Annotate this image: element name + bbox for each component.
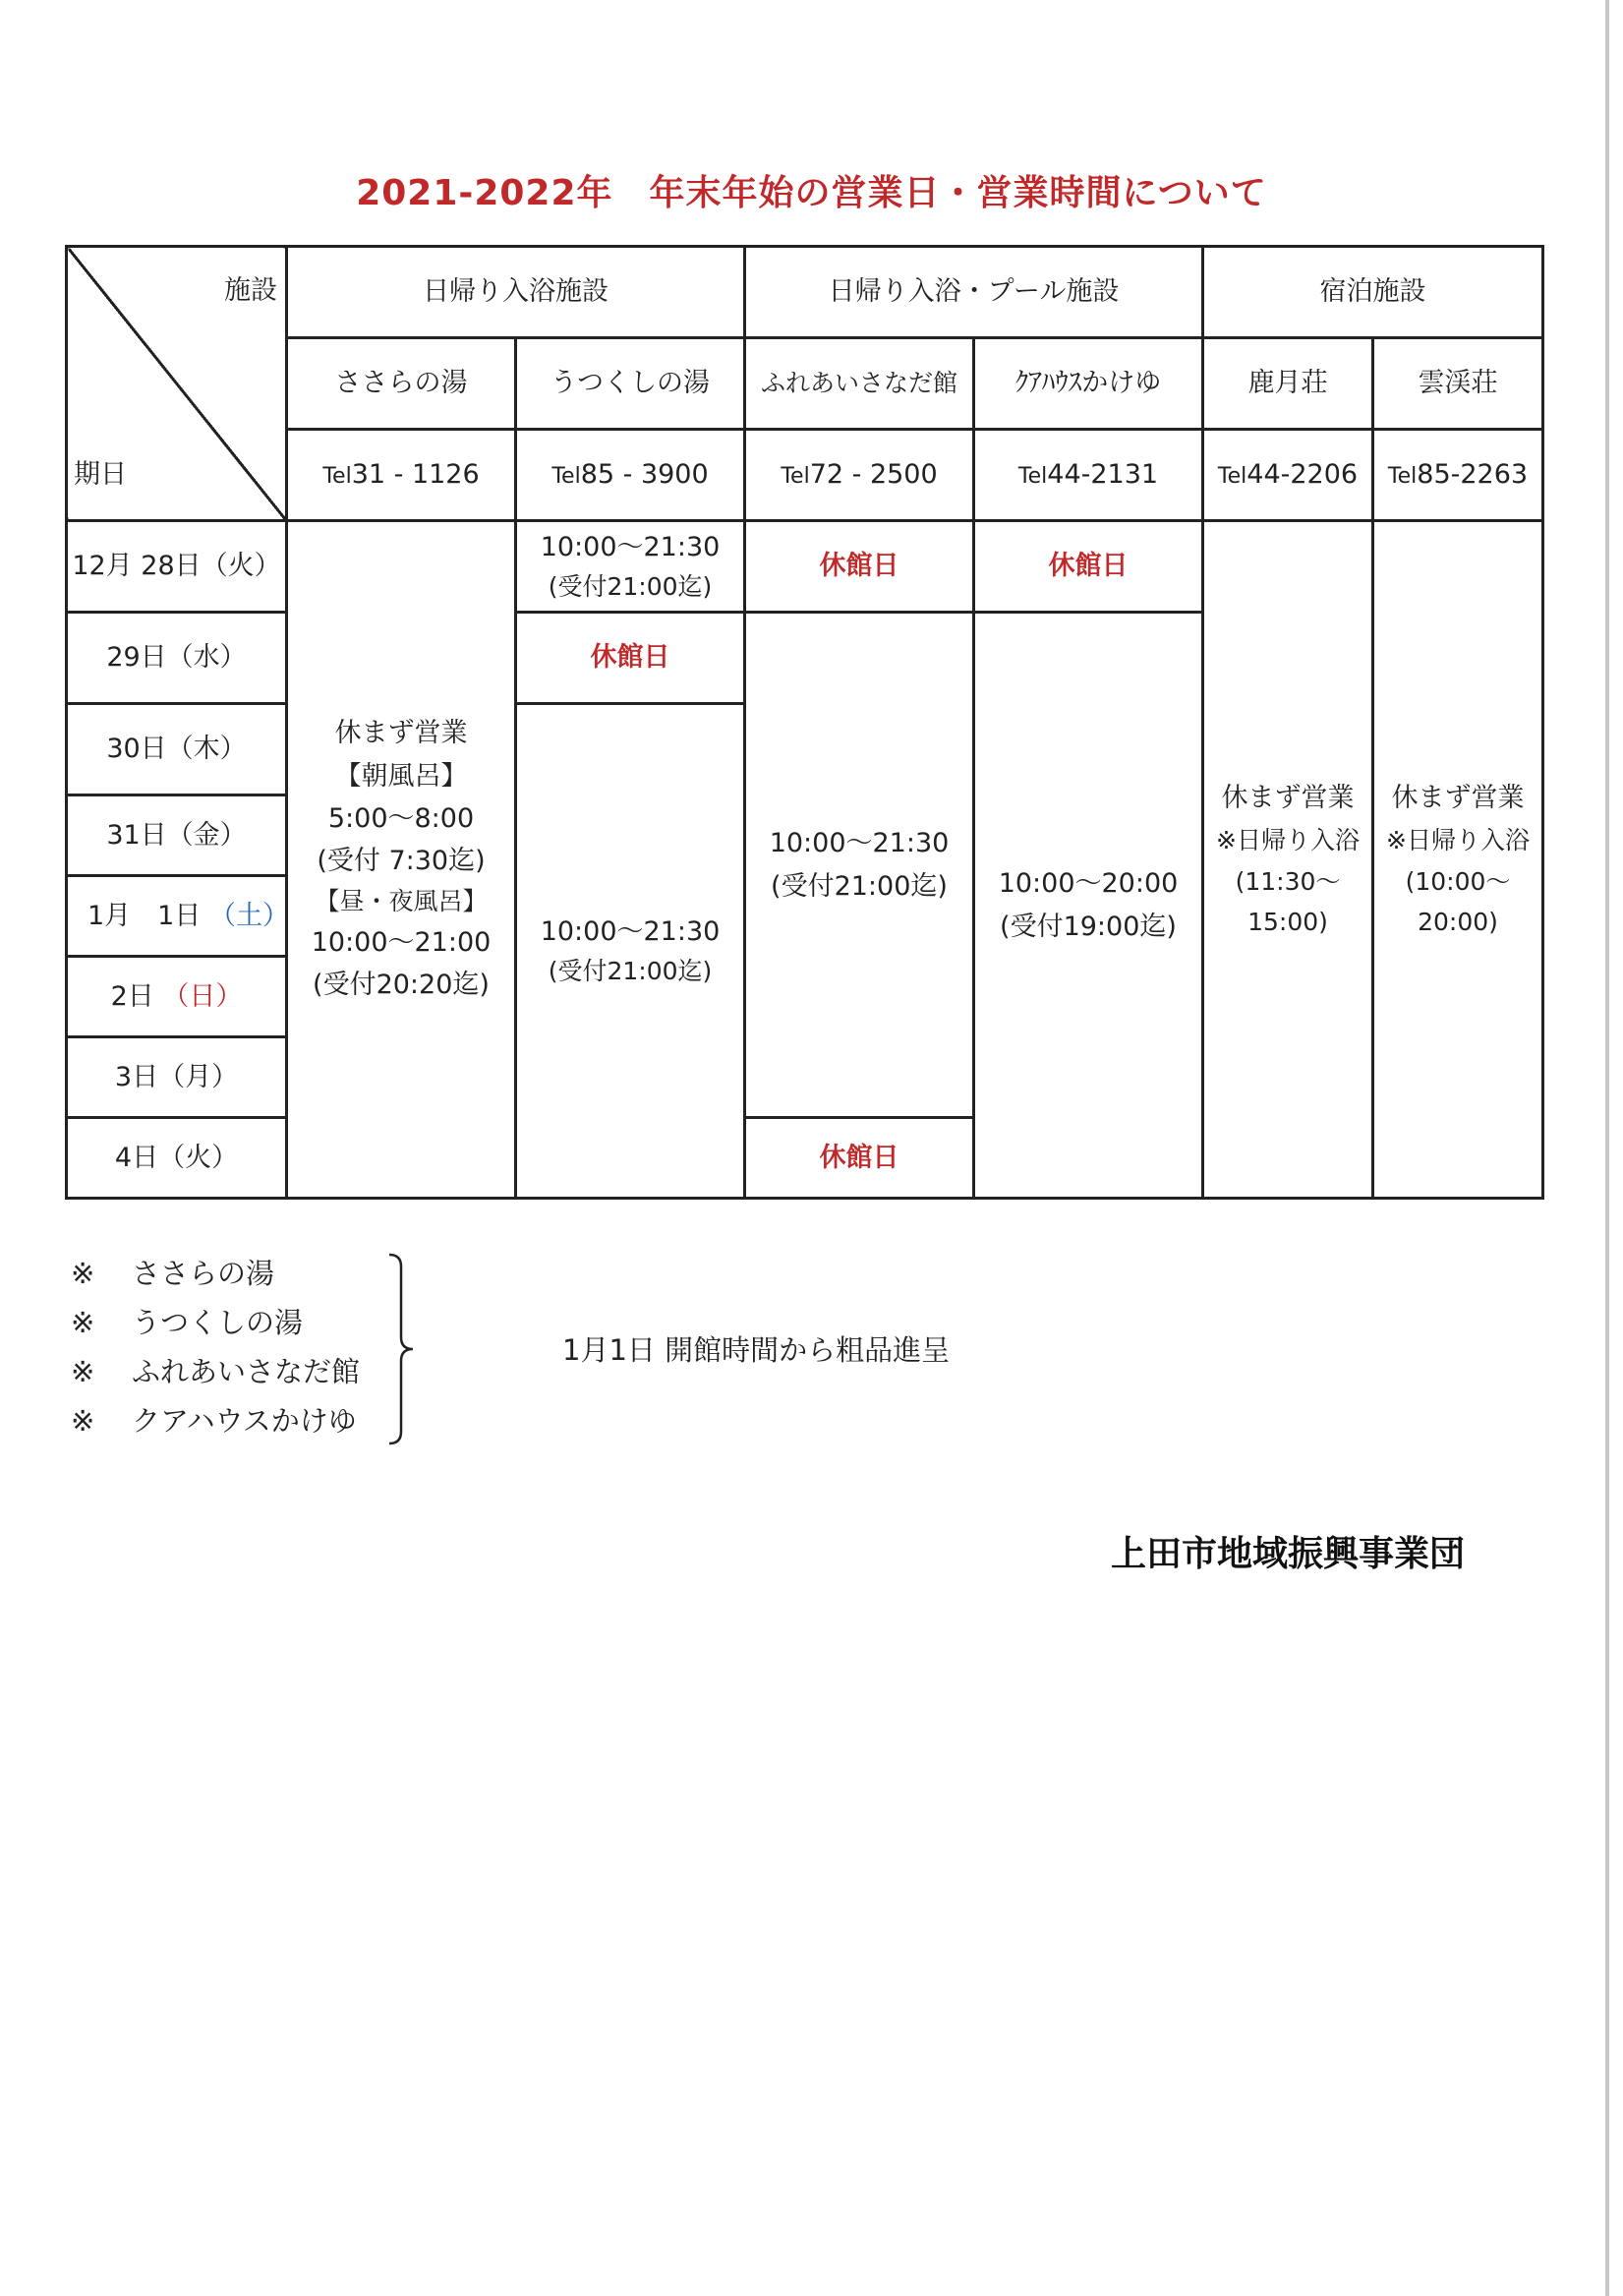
tel-unkei — [1373, 430, 1543, 521]
sasara-morning-hours: 5:00〜8:00 — [327, 802, 475, 834]
hours-text: 10:00〜20:00 — [998, 868, 1179, 900]
scan-edge-line — [1605, 0, 1609, 2296]
sasara-day-label: 【昼・夜風呂】 — [315, 887, 488, 916]
fureai-4-cell — [745, 1118, 974, 1199]
kurhaus-rest-cell — [974, 613, 1203, 1199]
date-text: 1月 1日 — [87, 900, 202, 931]
sasara-day-hours: 10:00〜21:00 — [311, 927, 492, 959]
group-day-bath: 日帰り入浴施設 — [287, 247, 745, 338]
facility-name-kurhaus: ｸｱﾊｳｽかけゆ — [974, 338, 1203, 430]
note-mark: ※ — [71, 1306, 95, 1339]
reception-text: (受付21:00迄) — [548, 956, 713, 985]
rokugetsu-hours-end: 15:00) — [1247, 907, 1328, 936]
list-item — [71, 1249, 360, 1298]
facility-notes-list — [71, 1249, 360, 1445]
date-cell: 29日（水） — [67, 613, 287, 704]
unkei-status: 休まず営業 — [1391, 782, 1525, 813]
date-cell — [67, 957, 287, 1037]
tel-prefix: Tel — [322, 464, 352, 490]
tel-rokugetsu — [1203, 430, 1373, 521]
hours-text: 10:00〜21:30 — [540, 916, 721, 947]
tel-number: 44-2206 — [1246, 459, 1359, 491]
sasara-status: 休まず営業 — [334, 718, 468, 749]
kurhaus-28-cell — [974, 521, 1203, 613]
table-row — [67, 521, 1543, 613]
tel-prefix: Tel — [1217, 464, 1247, 490]
rokugetsu-hours-start: (11:30〜 — [1235, 866, 1341, 896]
date-cell: 31日（金） — [67, 795, 287, 876]
note-facility: クアハウスかけゆ — [132, 1404, 357, 1438]
page-title: 2021-2022年 年末年始の営業日・営業時間について — [356, 173, 1267, 213]
facility-name-rokugetsu: 鹿月荘 — [1203, 338, 1373, 430]
fureai-mid-cell — [745, 613, 974, 1118]
note-facility: ふれあいさなだ館 — [132, 1355, 361, 1388]
unkei-day-bath: ※日帰り入浴 — [1386, 826, 1530, 855]
note-mark: ※ — [71, 1355, 95, 1388]
tel-sasara — [287, 430, 516, 521]
closed-label: 休館日 — [819, 1142, 899, 1173]
saturday-weekday: （土） — [208, 900, 289, 931]
tel-kurhaus — [974, 430, 1203, 521]
closed-label: 休館日 — [1048, 551, 1129, 582]
group-day-bath-pool: 日帰り入浴・プール施設 — [745, 247, 1203, 338]
facility-name-fureai: ふれあいさなだ館 — [745, 338, 974, 430]
gift-note: 1月1日 開館時間から粗品進呈 — [562, 1333, 951, 1367]
header-group-row — [67, 247, 1543, 338]
tel-prefix: Tel — [1017, 464, 1048, 490]
list-item — [71, 1396, 360, 1445]
rokugetsu-status: 休まず営業 — [1221, 782, 1355, 813]
note-mark: ※ — [71, 1404, 95, 1438]
unkei-hours-start: (10:00〜 — [1405, 866, 1511, 896]
sasara-schedule-cell — [287, 521, 516, 1199]
rokugetsu-day-bath: ※日帰り入浴 — [1216, 826, 1360, 855]
tel-number: 85 - 3900 — [580, 459, 709, 491]
utsukushi-29-cell — [516, 613, 745, 704]
date-axis-label: 期日 — [74, 458, 127, 490]
closed-label: 休館日 — [590, 642, 670, 674]
tel-number: 44-2131 — [1047, 459, 1159, 491]
reception-text: (受付21:00迄) — [548, 571, 713, 601]
facility-name-unkei: 雲渓荘 — [1373, 338, 1543, 430]
sasara-morning-reception: (受付 7:30迄) — [317, 846, 486, 876]
tel-number: 85-2263 — [1417, 459, 1529, 491]
date-cell: 30日（木） — [67, 704, 287, 795]
date-cell: 12月 28日（火） — [67, 521, 287, 613]
note-mark: ※ — [71, 1257, 95, 1290]
date-cell: 4日（火） — [67, 1118, 287, 1199]
note-facility: うつくしの湯 — [132, 1306, 304, 1339]
facility-name-row — [67, 338, 1543, 430]
group-lodging: 宿泊施設 — [1203, 247, 1543, 338]
list-item — [71, 1298, 360, 1347]
utsukushi-rest-cell — [516, 704, 745, 1199]
right-brace-icon — [385, 1251, 415, 1447]
corner-header-cell — [67, 247, 287, 521]
facility-name-utsukushi: うつくしの湯 — [516, 338, 745, 430]
hours-text: 10:00〜21:30 — [769, 828, 950, 859]
tel-prefix: Tel — [551, 464, 581, 490]
tel-number: 72 - 2500 — [809, 459, 938, 491]
rokugetsu-schedule-cell — [1203, 521, 1373, 1199]
reception-text: (受付19:00迄) — [1000, 911, 1177, 942]
tel-fureai — [745, 430, 974, 521]
date-cell — [67, 876, 287, 957]
schedule-table — [65, 245, 1544, 1200]
sunday-weekday: （日） — [162, 980, 243, 1012]
note-facility: ささらの湯 — [132, 1257, 275, 1290]
list-item — [71, 1347, 360, 1396]
reception-text: (受付21:00迄) — [771, 870, 948, 902]
date-text: 2日 — [110, 980, 154, 1012]
fureai-28-cell — [745, 521, 974, 613]
closed-label: 休館日 — [819, 551, 899, 582]
tel-prefix: Tel — [1387, 464, 1418, 490]
unkei-schedule-cell — [1373, 521, 1543, 1199]
hours-text: 10:00〜21:30 — [540, 532, 721, 562]
unkei-hours-end: 20:00) — [1418, 907, 1498, 936]
sasara-day-reception: (受付20:20迄) — [313, 970, 490, 1001]
tel-number: 31 - 1126 — [351, 459, 480, 491]
date-cell: 3日（月） — [67, 1037, 287, 1118]
facility-name-sasara: ささらの湯 — [287, 338, 516, 430]
tel-utsukushi — [516, 430, 745, 521]
facility-axis-label: 施設 — [224, 275, 277, 306]
tel-row — [67, 430, 1543, 521]
utsukushi-28-cell — [516, 521, 745, 613]
sasara-morning-label: 【朝風呂】 — [334, 760, 468, 792]
organization-name: 上田市地域振興事業団 — [1111, 1534, 1466, 1574]
tel-prefix: Tel — [781, 464, 810, 490]
